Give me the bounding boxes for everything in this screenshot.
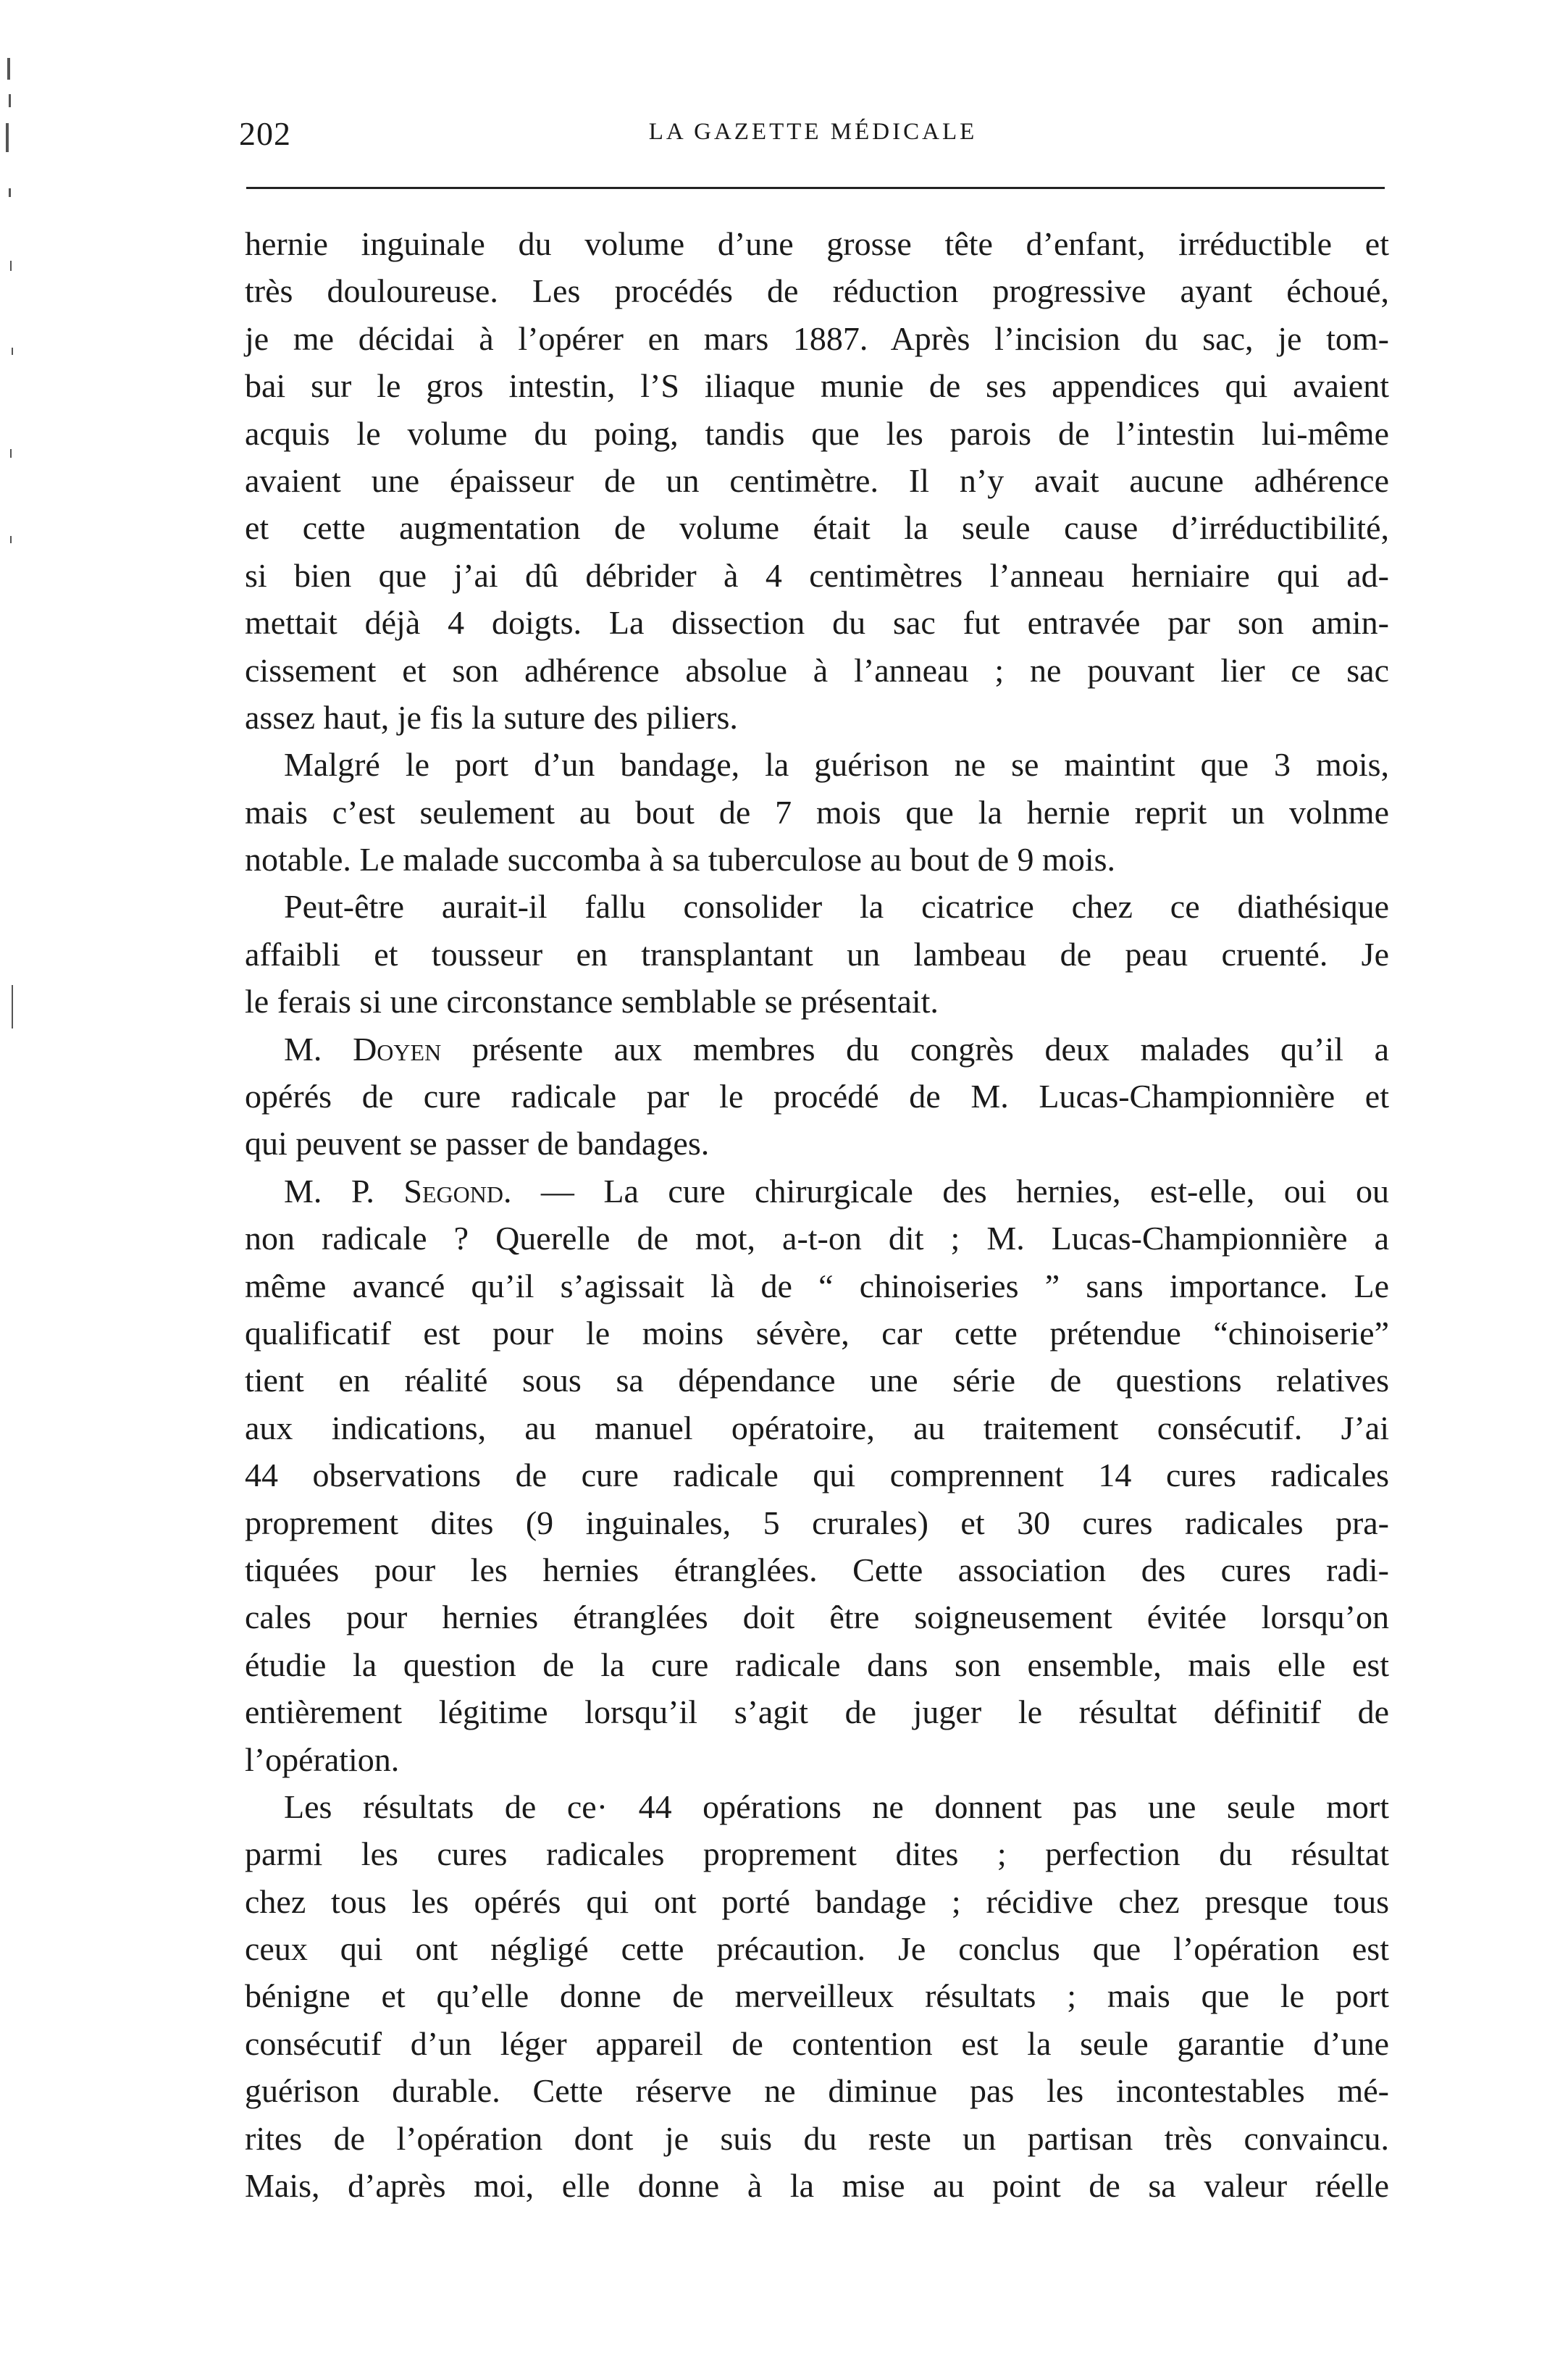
text-line <box>245 1026 1389 1073</box>
text-line: rites de l’opération dont je suis du reste un partisan très convaincu. <box>245 2119 1389 2157</box>
text-line: cissement et son adhérence absolue à l’anneau ; ne pouvant lier ce sac <box>245 651 1389 689</box>
running-header <box>239 114 1387 158</box>
text-line: assez haut, je fis la suture des piliers. <box>245 698 738 736</box>
text-line: acquis le volume du poing, tandis que les parois de l’intestin lui-même <box>245 414 1389 452</box>
text-line: hernie inguinale du volume d’une grosse tête d’enfant, irréductible et <box>245 225 1389 262</box>
text-line: cales pour hernies étranglées doit être soigneusement évitée lorsqu’on <box>245 1598 1389 1636</box>
text-line: proprement dites (9 inguinales, 5 crurales) et 30 cures radicales pra- <box>245 1504 1389 1541</box>
paragraph <box>245 883 1389 1025</box>
text-line: affaibli et tousseur en transplantant un lambeau de peau cruenté. Je <box>245 935 1389 973</box>
text-line: Malgré le port d’un bandage, la guérison ne se maintint que 3 mois, <box>284 746 1389 784</box>
text-line: notable. Le malade succomba à sa tuberculose au bout de 9 mois. <box>245 841 1115 879</box>
text-line: Peut-être aurait-il fallu consolider la cicatrice chez ce diathésique <box>284 888 1389 926</box>
text-line: bénigne et qu’elle donne de merveilleux résultats ; mais que le port <box>245 1977 1389 2015</box>
paragraph <box>245 1168 1389 1783</box>
text-line: et cette augmentation de volume était la seule cause d’irréductibilité, <box>245 509 1389 547</box>
text-line: qualificatif est pour le moins sévère, car cette prétendue “chinoiserie” <box>245 1314 1389 1352</box>
text-line: 44 observations de cure radicale qui comprennent 14 cures radicales <box>245 1457 1389 1494</box>
text-line: l’opération. <box>245 1740 400 1778</box>
text-line: tiquées pour les hernies étranglées. Cette association des cures radi- <box>245 1551 1389 1588</box>
text-line: Les résultats de ce· 44 opérations ne donnent pas une seule mort <box>284 1788 1389 1825</box>
text-line: opérés de cure radicale par le procédé de M. Lucas-Championnière et <box>245 1078 1389 1115</box>
text-line: non radicale ? Querelle de mot, a-t-on dit ; M. Lucas-Championnière a <box>245 1220 1389 1257</box>
speaker-prefix: M. P. <box>284 1172 404 1210</box>
speaker-name: Doyen <box>353 1030 442 1068</box>
paragraph <box>245 1783 1389 2210</box>
speaker-name: Segond <box>403 1172 503 1210</box>
line-text: . — La cure chirurgicale des hernies, est-elle, oui ou <box>503 1172 1389 1210</box>
text-line: tient en réalité sous sa dépendance une série de questions relatives <box>245 1362 1389 1399</box>
line-text: présente aux membres du congrès deux malades qu’il a <box>441 1030 1389 1068</box>
running-title: LA GAZETTE MÉDICALE <box>648 119 978 145</box>
text-line: aux indications, au manuel opératoire, au traitement consécutif. J’ai <box>245 1409 1389 1446</box>
page-number: 202 <box>239 115 291 152</box>
text-line: avaient une épaisseur de un centimètre. Il n’y avait aucune adhérence <box>245 461 1389 499</box>
text-line: consécutif d’un léger appareil de contention est la seule garantie d’une <box>245 2024 1389 2062</box>
paragraph <box>245 220 1389 741</box>
text-line: parmi les cures radicales proprement dites ; perfection du résultat <box>245 1835 1389 1873</box>
text-line: très douloureuse. Les procédés de réduction progressive ayant échoué, <box>245 272 1389 310</box>
text-line: mais c’est seulement au bout de 7 mois que la hernie reprit un volnme <box>245 793 1389 831</box>
scan-margin-artifacts <box>0 43 65 1130</box>
text-line: je me décidai à l’opérer en mars 1887. Après l’incision du sac, je tom- <box>245 319 1389 357</box>
text-line: bai sur le gros intestin, l’S iliaque munie de ses appendices qui avaient <box>245 367 1389 405</box>
body-text <box>245 220 1389 2209</box>
text-line: même avancé qu’il s’agissait là de “ chinoiseries ” sans importance. Le <box>245 1267 1389 1304</box>
paragraph <box>245 741 1389 883</box>
text-line: le ferais si une circonstance semblable se présentait. <box>245 983 939 1021</box>
text-line: si bien que j’ai dû débrider à 4 centimètres l’anneau herniaire qui ad- <box>245 556 1389 594</box>
text-line: chez tous les opérés qui ont porté bandage ; récidive chez presque tous <box>245 1882 1389 1920</box>
text-line: qui peuvent se passer de bandages. <box>245 1125 710 1162</box>
text-line: mettait déjà 4 doigts. La dissection du sac fut entravée par son amin- <box>245 604 1389 642</box>
text-line <box>245 1168 1389 1215</box>
text-line: Mais, d’après moi, elle donne à la mise au point de sa valeur réelle <box>245 2167 1389 2205</box>
text-line: guérison durable. Cette réserve ne diminue pas les incontestables mé- <box>245 2072 1389 2110</box>
text-line: étudie la question de la cure radicale dans son ensemble, mais elle est <box>245 1646 1389 1683</box>
text-line: entièrement légitime lorsqu’il s’agit de juger le résultat définitif de <box>245 1693 1389 1731</box>
text-line: ceux qui ont négligé cette précaution. Je conclus que l’opération est <box>245 1930 1389 1968</box>
speaker-prefix: M. <box>284 1030 353 1068</box>
paragraph <box>245 1026 1389 1168</box>
header-rule <box>246 187 1385 189</box>
